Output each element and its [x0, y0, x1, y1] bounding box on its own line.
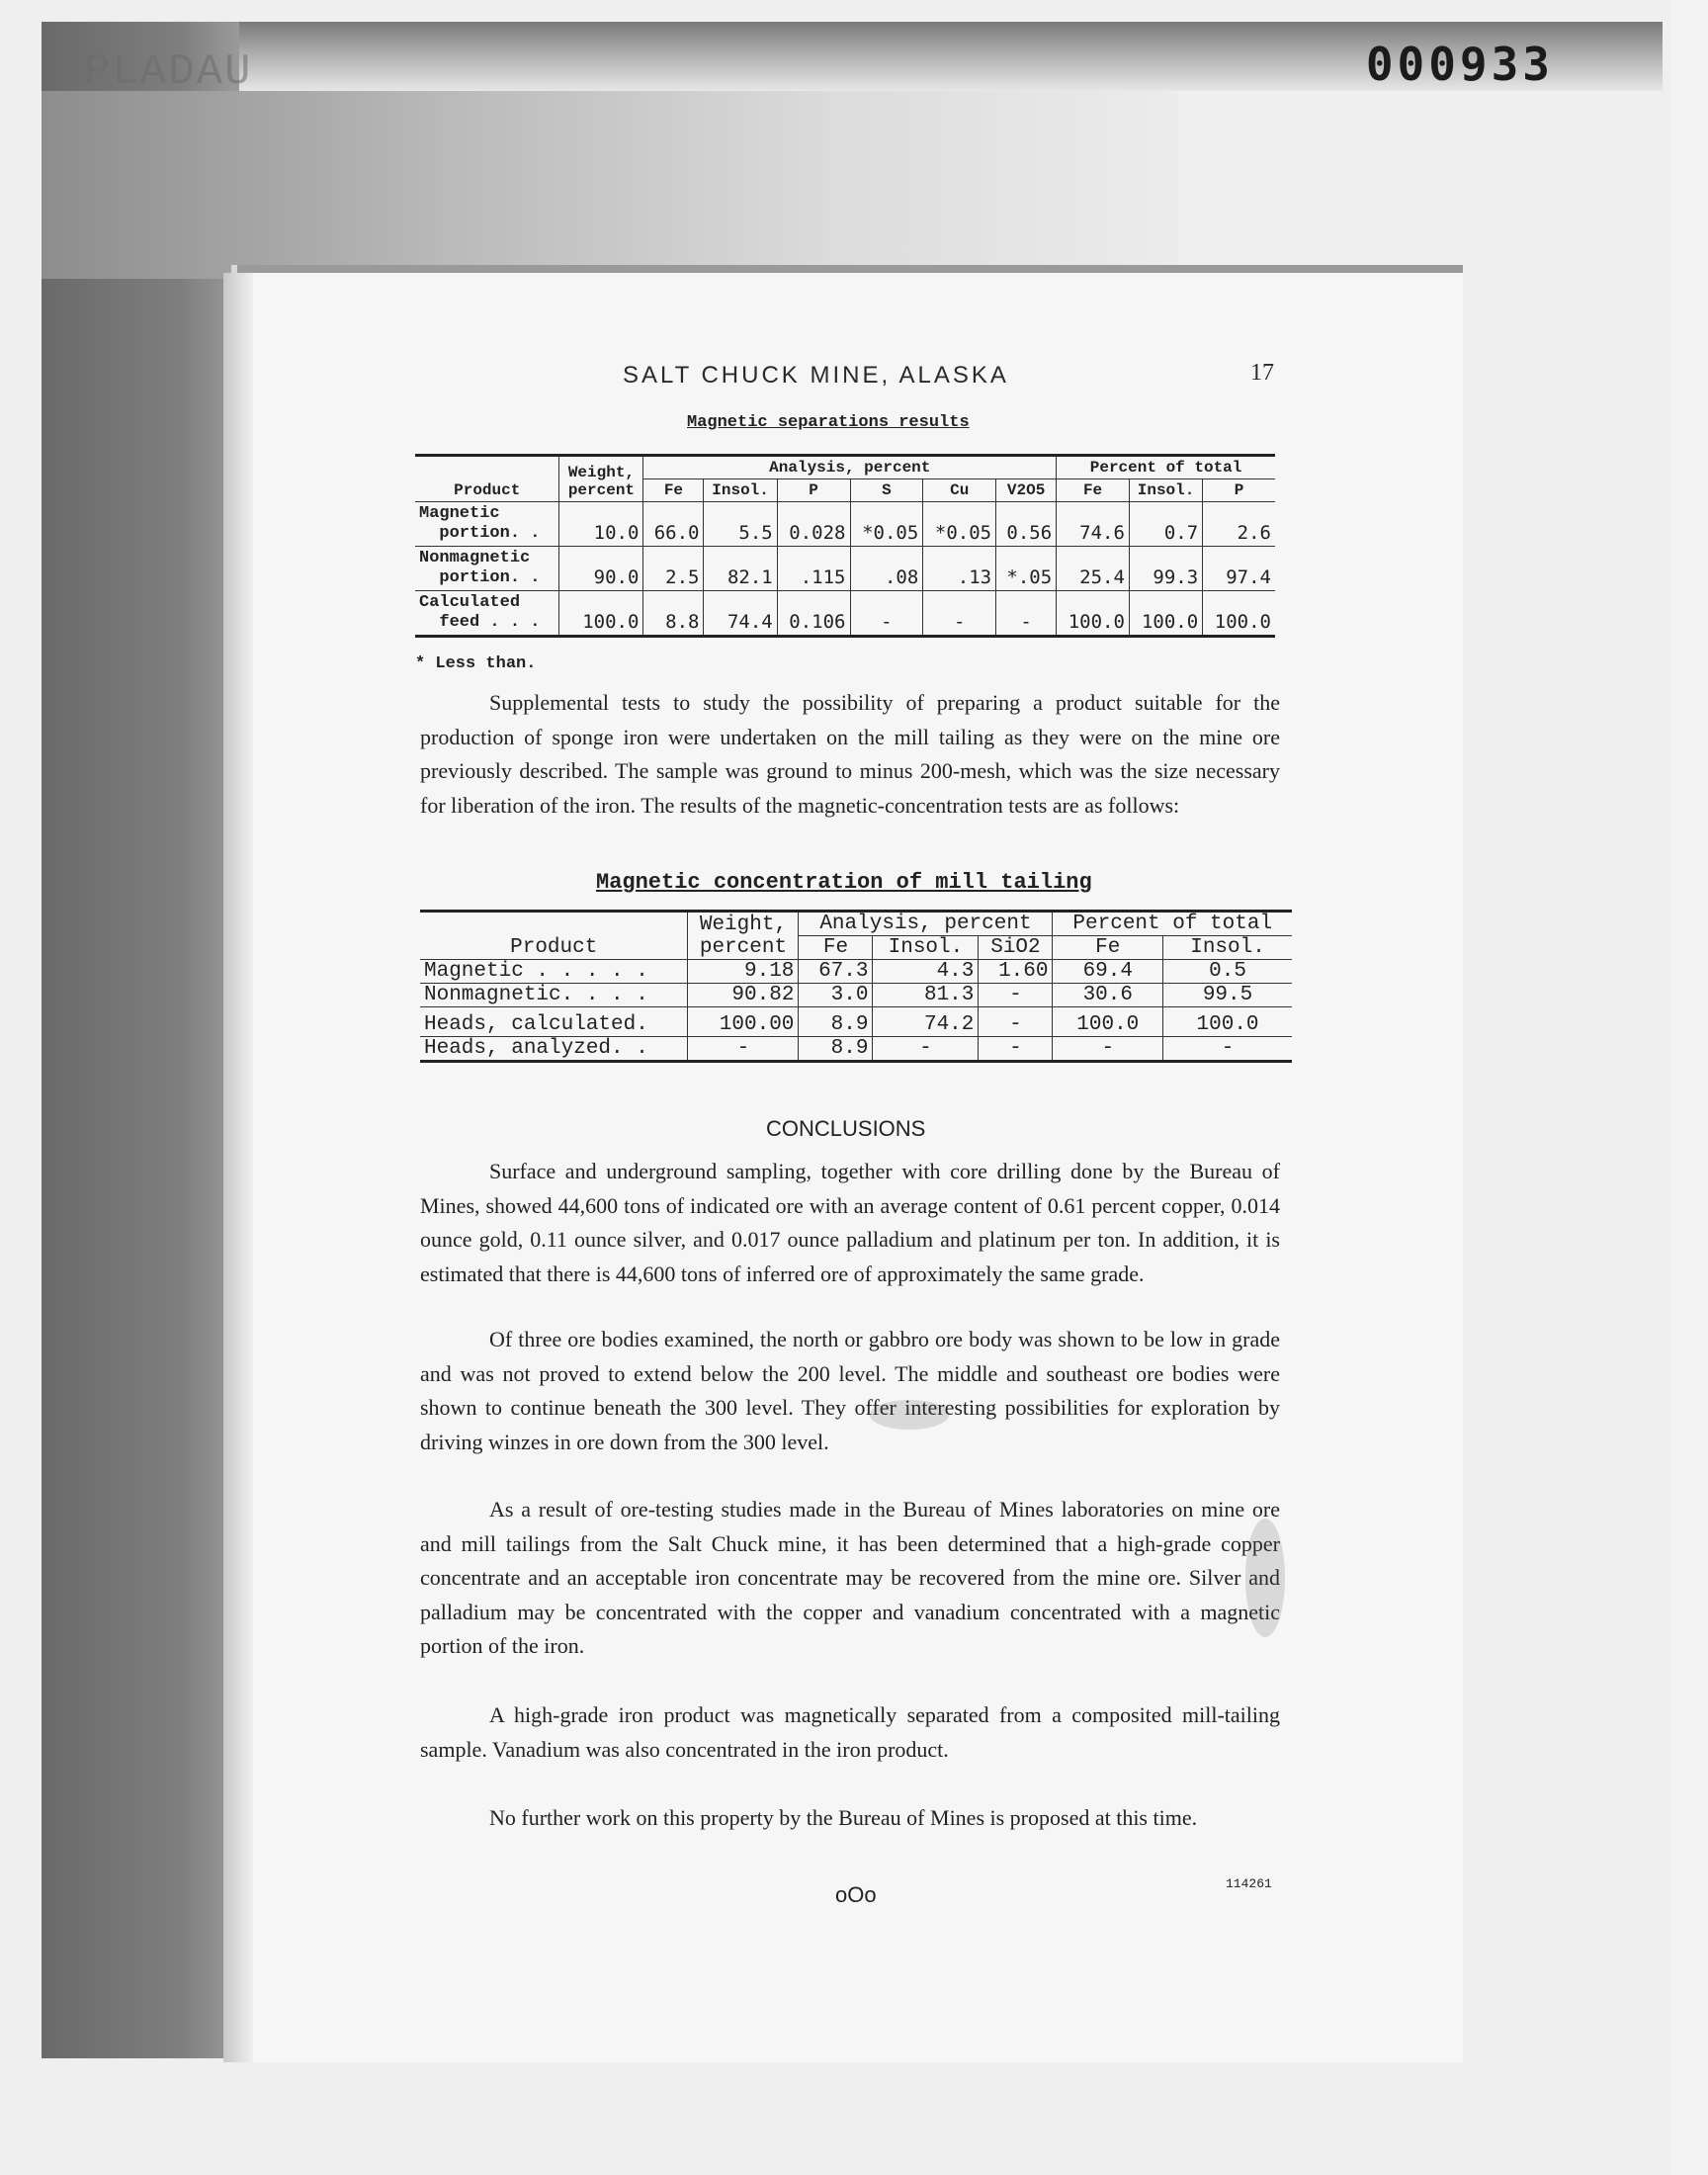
cell-sio2: 1.60: [979, 960, 1053, 984]
product-line2: portion. .: [439, 524, 541, 543]
cell-cu: -: [923, 591, 996, 637]
cell-s: *0.05: [850, 502, 923, 547]
cell-pt-fe: 100.0: [1053, 1007, 1163, 1037]
cell-sio2: -: [979, 1037, 1053, 1062]
cell-fe: 8.8: [643, 591, 704, 637]
cell-pt-fe: -: [1053, 1037, 1163, 1062]
cell-s: .08: [850, 547, 923, 591]
conclusions-paragraph-1: Surface and underground sampling, together with core drilling done by the Bureau of Mines, showed 44,600 tons of indicated ore with an average content of 0.61 percent copper, 0.014 ounce gold, 0.11 ounce silver, and 0.017 ounce palladium and platinum per ton. In addition, it is estimated that there is 44,600 tons of inferred ore of approximately the same grade.: [420, 1159, 1280, 1286]
col-pt-p: P: [1203, 479, 1275, 502]
cell-pt-p: 100.0: [1203, 591, 1275, 637]
cell-fe: 66.0: [643, 502, 704, 547]
cell-pt-fe: 74.6: [1057, 502, 1130, 547]
table1-footnote: * Less than.: [415, 654, 537, 673]
col-product: Product: [420, 912, 688, 960]
cell-insol: -: [873, 1037, 979, 1062]
col-percent-total: Percent of total: [1057, 456, 1275, 479]
table-row: [420, 1007, 1292, 1037]
cell-weight: 100.00: [688, 1007, 799, 1037]
conclusions-paragraph-2: Of three ore bodies examined, the north or gabbro ore body was shown to be low in grade and was not proved to extend below the 200 level. The middle and southeast ore bodies were shown to continue beneath the 300 level. They offer interesting possibilities for exploration by driving winzes in ore down from the 300 level.: [420, 1327, 1280, 1454]
product-line2: portion. .: [439, 568, 541, 587]
col-weight-line1: Weight,: [699, 913, 788, 936]
cell-weight: 90.0: [559, 547, 643, 591]
cell-pt-fe: 30.6: [1053, 984, 1163, 1007]
cell-v2o5: *.05: [996, 547, 1057, 591]
col-pt-fe: Fe: [1057, 479, 1130, 502]
col-cu: Cu: [923, 479, 996, 502]
cell-insol: 81.3: [873, 984, 979, 1007]
table-row: [415, 547, 1275, 591]
cell-insol: 5.5: [704, 502, 777, 547]
product-line1: Magnetic: [419, 504, 500, 523]
cell-cu: .13: [923, 547, 996, 591]
cell-pt-fe: 25.4: [1057, 547, 1130, 591]
col-v2o5: V2O5: [996, 479, 1057, 502]
running-title: SALT CHUCK MINE, ALASKA: [623, 362, 1009, 389]
document-number: 000933: [1365, 38, 1554, 91]
cell-p: .115: [777, 547, 850, 591]
table2-title: Magnetic concentration of mill tailing: [596, 870, 1092, 895]
cell-sio2: -: [979, 984, 1053, 1007]
col-insol: Insol.: [704, 479, 777, 502]
cell-pt-fe: 69.4: [1053, 960, 1163, 984]
cell-pt-insol: 100.0: [1163, 1007, 1292, 1037]
product-line1: Nonmagnetic: [419, 549, 531, 567]
cell-pt-fe: 100.0: [1057, 591, 1130, 637]
col-pt-insol: Insol.: [1129, 479, 1202, 502]
magnetic-separation-table: [415, 454, 1275, 638]
table-row: [415, 502, 1275, 547]
page-code: 114261: [1226, 1876, 1272, 1891]
faint-corner-mark: PLADAU: [84, 47, 253, 97]
conclusions-heading: CONCLUSIONS: [766, 1116, 926, 1141]
cell-fe: 67.3: [799, 960, 873, 984]
col-pt-fe: Fe: [1053, 936, 1163, 960]
scan-shadow-left: [42, 22, 239, 2058]
document-page: [237, 265, 1463, 2062]
cell-product: Heads, analyzed. .: [420, 1037, 688, 1062]
col-weight-line1: Weight,: [567, 464, 636, 481]
conclusions-paragraph-5: No further work on this property by the Bureau of Mines is proposed at this time.: [489, 1805, 1198, 1830]
col-p: P: [777, 479, 850, 502]
scan-speck: [870, 1400, 949, 1430]
col-pt-insol: Insol.: [1163, 936, 1292, 960]
row-product: [415, 502, 559, 547]
mill-tailing-table: [420, 910, 1292, 1063]
scan-shadow-mid: [42, 91, 1178, 279]
cell-p: 0.028: [777, 502, 850, 547]
product-line2: feed . . .: [439, 613, 541, 632]
cell-pt-p: 2.6: [1203, 502, 1275, 547]
page-number: 17: [1250, 360, 1274, 386]
conclusions-paragraph-4: A high-grade iron product was magnetically separated from a composited mill-tailing sample. Vanadium was also concentrated in the iron product.: [420, 1702, 1280, 1762]
col-analysis: Analysis, percent: [643, 456, 1057, 479]
conclusions-paragraph-3: As a result of ore-testing studies made in the Bureau of Mines laboratories on mine ore and mill tailings from the Salt Chuck mine, it has been determined that a high-grade copper concentrate and an acceptable iron concentrate may be recovered from the mine ore. Silver and palladium may be concentrated with the copper and vanadium concentrated with a magnetic portion of the iron.: [420, 1497, 1280, 1658]
cell-v2o5: 0.56: [996, 502, 1057, 547]
cell-fe: 2.5: [643, 547, 704, 591]
cell-p: 0.106: [777, 591, 850, 637]
cell-fe: 8.9: [799, 1007, 873, 1037]
col-s: S: [850, 479, 923, 502]
col-product: Product: [415, 456, 559, 502]
row-product: [415, 547, 559, 591]
cell-s: -: [850, 591, 923, 637]
cell-product: Magnetic . . . . .: [420, 960, 688, 984]
col-fe: Fe: [643, 479, 704, 502]
cell-weight: 100.0: [559, 591, 643, 637]
cell-fe: 3.0: [799, 984, 873, 1007]
cell-pt-insol: 100.0: [1129, 591, 1202, 637]
table-row: [415, 591, 1275, 637]
table-row: [420, 1037, 1292, 1062]
cell-weight: 10.0: [559, 502, 643, 547]
cell-insol: 74.4: [704, 591, 777, 637]
cell-pt-insol: 99.3: [1129, 547, 1202, 591]
col-analysis: Analysis, percent: [799, 912, 1053, 936]
cell-insol: 82.1: [704, 547, 777, 591]
cell-cu: *0.05: [923, 502, 996, 547]
cell-insol: 74.2: [873, 1007, 979, 1037]
cell-insol: 4.3: [873, 960, 979, 984]
col-sio2: SiO2: [979, 936, 1053, 960]
col-percent-total: Percent of total: [1053, 912, 1292, 936]
cell-weight: 9.18: [688, 960, 799, 984]
col-weight-line2: percent: [699, 935, 788, 959]
col-weight: [688, 912, 799, 960]
cell-sio2: -: [979, 1007, 1053, 1037]
cell-weight: 90.82: [688, 984, 799, 1007]
table-row: [420, 984, 1292, 1007]
cell-pt-p: 97.4: [1203, 547, 1275, 591]
cell-weight: -: [688, 1037, 799, 1062]
col-fe: Fe: [799, 936, 873, 960]
col-weight-line2: percent: [567, 481, 636, 499]
cell-pt-insol: -: [1163, 1037, 1292, 1062]
scan-speck: [1245, 1519, 1285, 1637]
row-product: [415, 591, 559, 637]
cell-product: Heads, calculated.: [420, 1007, 688, 1037]
cell-fe: 8.9: [799, 1037, 873, 1062]
col-insol: Insol.: [873, 936, 979, 960]
table1-title: Magnetic separations results: [687, 413, 970, 432]
cell-v2o5: -: [996, 591, 1057, 637]
end-mark: oOo: [835, 1882, 877, 1907]
paragraph-supplemental-tests: Supplemental tests to study the possibility of preparing a product suitable for the production of sponge iron were undertaken on the mill tailing as they were on the mine ore previously described. The sample was ground to minus 200-mesh, which was the size necessary for liberation of the iron. The results of the magnetic-concentration tests are as follows:: [420, 690, 1280, 818]
cell-pt-insol: 0.5: [1163, 960, 1292, 984]
col-weight: [559, 456, 643, 502]
cell-pt-insol: 99.5: [1163, 984, 1292, 1007]
cell-pt-insol: 0.7: [1129, 502, 1202, 547]
table-row: [420, 960, 1292, 984]
cell-product: Nonmagnetic. . . .: [420, 984, 688, 1007]
product-line1: Calculated: [419, 593, 521, 612]
